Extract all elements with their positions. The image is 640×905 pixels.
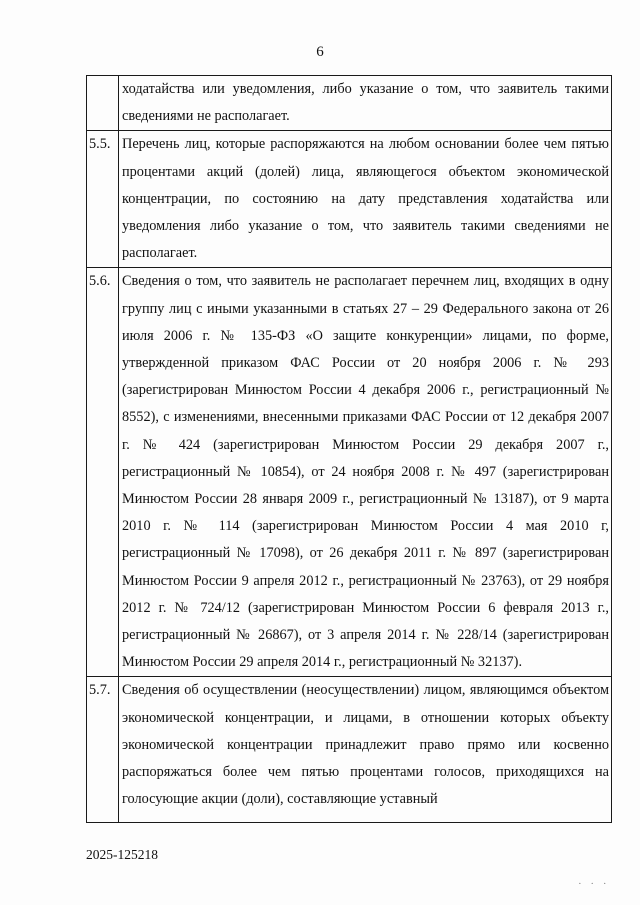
table-row xyxy=(87,76,612,131)
table-row xyxy=(87,677,612,823)
document-table xyxy=(86,75,612,823)
table-row xyxy=(87,131,612,268)
row-number xyxy=(87,76,119,131)
row-number: 5.5. xyxy=(87,131,119,268)
row-number: 5.7. xyxy=(87,677,119,823)
row-text: ходатайства или уведомления, либо указание о том, что заявитель такими сведениями не располагает. xyxy=(119,76,612,131)
row-text: Сведения о том, что заявитель не располагает перечнем лиц, входящих в одну группу лиц с иными указанными в статьях 27 – 29 Федерального закона от 26 июля 2006 г. № 135-ФЗ «О защите конкуренции» лицами, по форме, утвержденной приказом ФАС России от 20 ноября 2006 г. № 293 (зарегистрирован Минюстом России 4 декабря 2006 г., регистрационный № 8552), с изменениями, внесенными приказами ФАС России от 12 декабря 2007 г. № 424 (зарегистрирован Минюстом России 29 декабря 2007 г., регистрационный № 10854), от 24 ноября 2008 г. № 497 (зарегистрирован Минюстом России 28 января 2009 г., регистрационный № 13187), от 9 марта 2010 г. № 114 (зарегистрирован Минюстом России 4 мая 2010 г, регистрационный № 17098), от 26 декабря 2011 г. № 897 (зарегистрирован Минюстом России 9 апреля 2012 г., регистрационный № 23763), от 29 ноября 2012 г. № 724/12 (зарегистрирован Минюстом России 6 февраля 2013 г., регистрационный № 26867), от 3 апреля 2014 г. № 228/14 (зарегистрирован Минюстом России 29 апреля 2014 г., регистрационный № 32137). xyxy=(119,268,612,677)
document-id: 2025-125218 xyxy=(86,847,158,862)
row-number: 5.6. xyxy=(87,268,119,677)
row-text: Перечень лиц, которые распоряжаются на любом основании более чем пятью процентами акций (долей) лица, являющегося объектом экономической концентрации, по состоянию на дату представления ходатайства или уведомления либо указание о том, что заявитель такими сведениями не располагает. xyxy=(119,131,612,268)
row-text: Сведения об осуществлении (неосуществлении) лицом, являющимся объектом экономической концентрации, и лицами, в отношении которых объекту экономической концентрации принадлежит право прямо или косвенно распоряжаться более чем пятью процентами голосов, приходящихся на голосующие акции (доли), составляющие уставный xyxy=(119,677,612,823)
page-number: 6 xyxy=(316,44,324,60)
table-row xyxy=(87,268,612,677)
scan-artifact: · · · xyxy=(578,878,610,890)
